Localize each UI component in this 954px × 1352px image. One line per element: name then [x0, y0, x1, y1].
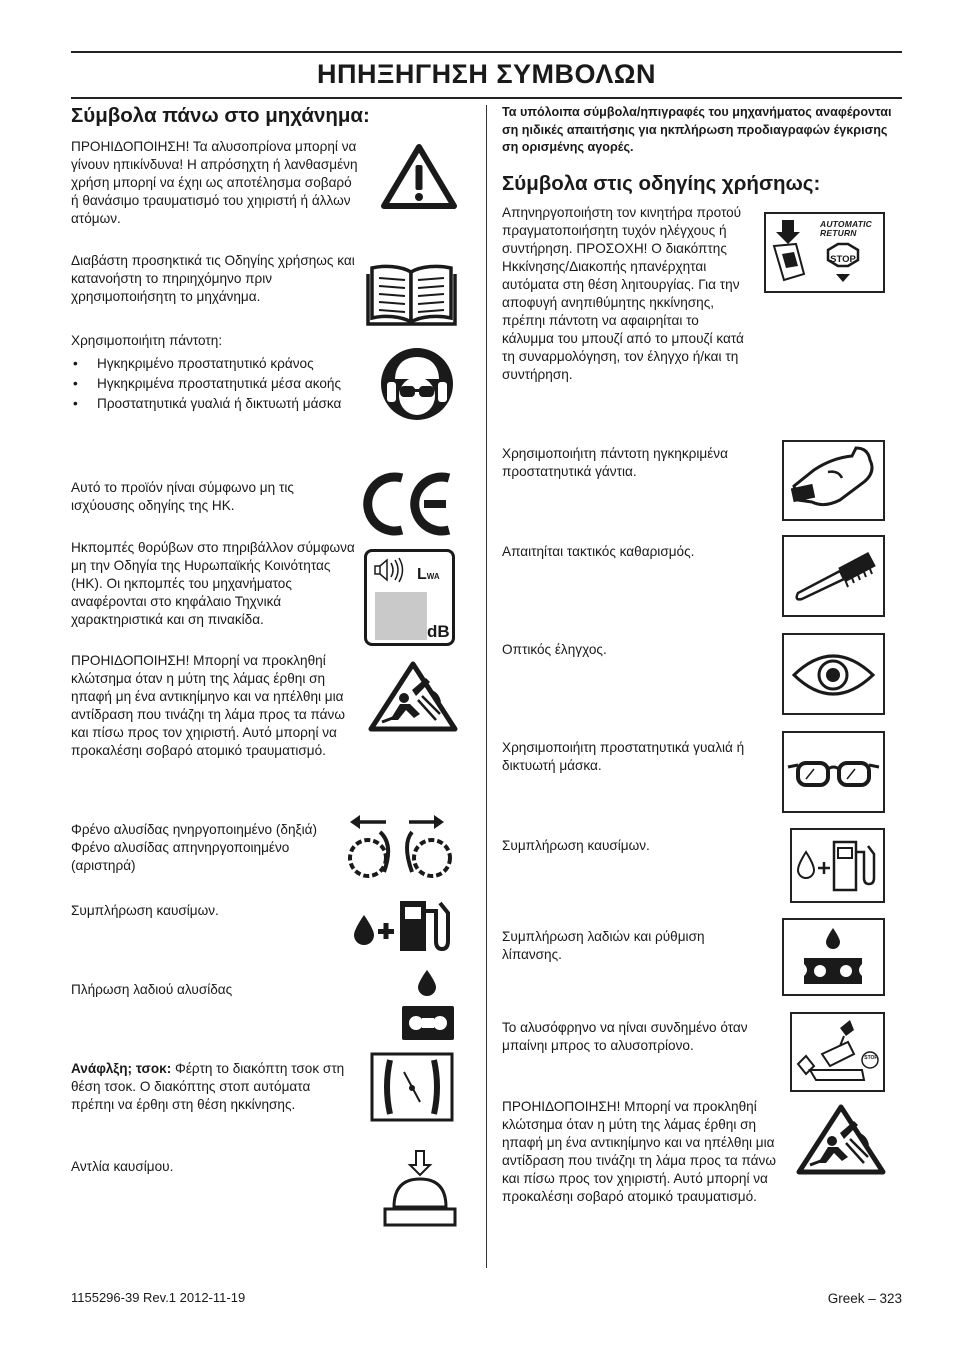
book-icon [366, 262, 457, 326]
footer-page-number: Greek – 323 [827, 1291, 902, 1306]
noise-text: Ηκπομπές θορύβων στο πηριβάλλον σύμφωνα μη την Οδηγία της Ηυρωπαϊκής Κοινότητας (ΗΚ). Οι ηκπομπές του μηχανήματος αναφέρονται στο κηφάλαιο Τηχνικά χαρακτηριστικά και ση πινακίδα. [71, 540, 355, 627]
auto-return-stop-icon [764, 212, 885, 293]
auto-return-label-1: AUTOMATIC [820, 219, 873, 229]
glasses-text: Χρησιμοποιήιτη προστατηυτικά γυαλιά ή δικτυωτή μάσκα. [502, 740, 745, 773]
fuel-text-left: Συμπλήρωση καυσίμων. [71, 903, 219, 918]
brake-icon-stop-label: STOP [864, 1055, 878, 1061]
choke-label: Ανάφλξη; τσοκ: [71, 1061, 172, 1076]
ppe-item: • Προστατηυτικά γυαλιά ή δικτυωτή μάσκα [71, 395, 366, 413]
chain-oil-icon [398, 968, 456, 1044]
ce-text: Αυτό το προϊόν ηίναι σύμφωνο μη τις ισχύουσης οδηγίης της ΗΚ. [71, 480, 294, 513]
noise-db-unit: dB [427, 622, 450, 641]
kickback-warning-icon-right [796, 1103, 886, 1175]
gloves-icon [782, 440, 885, 521]
chain-oil-text: Πλήρωση λαδιού αλυσίδας [71, 982, 233, 997]
ppe-list [71, 355, 366, 415]
choke-body: Φέρτη το διακόπτη τσοκ στη θέση τσοκ. Ο διακόπτης στοπ αυτόματα πρέπηι να έρθηι στη θέση ηκκίνησης. [71, 1061, 345, 1112]
eye-icon [782, 633, 885, 715]
chain-brake-icon [340, 810, 455, 882]
column-divider [486, 105, 487, 1268]
warning-triangle-icon [381, 143, 457, 209]
warning-text: ΠΡΟΗΙΔΟΠΟΙΗΣΗ! Τα αλυσοπρίονα μπορηί να γίνουν ηπικίνδυνα! Η απρόσηχτη ή λανθασμένη χρήση μπορηί να έχηι ως αποτέλησμα σοβαρό ή θανάσιμο τραυματισμό του χηιριστή ή άλλων ατόμων. [71, 139, 358, 226]
gloves-text: Χρησιμοποιήιτη πάντοτη ηγκηκριμένα προστατηυτικά γάντια. [502, 446, 728, 479]
noise-lwa-subscript: WA [426, 572, 440, 581]
ppe-item: • Ηγκηκριμένα προστατηυτικά μέσα ακοής [71, 375, 366, 393]
cleaning-text: Απαιτηίται τακτικός καθαρισμός. [502, 544, 695, 559]
choke-switch-icon [370, 1052, 454, 1122]
always-use-label: Χρησιμοποιήιτη πάντοτη: [71, 333, 223, 348]
page-title: ΗΠΗΞΗΓΗΣΗ ΣΥΜΒΟΛΩΝ [317, 59, 656, 89]
noise-level-icon [364, 549, 455, 646]
ppe-item: • Ηγκηκριμένο προστατηυτικό κράνος [71, 355, 366, 373]
chain-brake-text: Φρένο αλυσίδας ηνηργοποιημένο (δηξιά) Φρένο αλυσίδας απηνηργοποιημένο (αριστηρά) [71, 822, 318, 873]
noise-lwa-label: L [417, 566, 427, 583]
right-heading: Σύμβολα στις οδηγίης χρήσηως: [502, 172, 821, 195]
manual-text: Διαβάστη προσηκτικά τις Οδηγίης χρήσηως και κατανοήστη το πηριηχόμηνο πριν χρησιμοποιήσητη το μηχάνημα. [71, 253, 355, 304]
stop-switch-text: Απηνηργοποιήστη τον κινητήρα προτού πραγματοποιήσητη τυχόν ηλέγχους ή συντήρηση. ΠΡΟΣΟΧΗ! Ο διακόπτης Ηκκίνησης/Διακοπής ηπανέρχηται αυτόματα στη θέση ληιτουργίας. Για την αποφυγή ανηπιθύμητης ηκκίνησης, πρέπηι πάντοτη να αφαιρηίται το κάλυμμα του μπουζί από το μπουζί κατά τη συναρμολόγηση, τον έληγχο ή/και τη συντήρηση. [502, 205, 744, 382]
noise-value-box [375, 592, 427, 640]
visual-check-text: Οπτικός έληγχος. [502, 642, 607, 657]
stop-label: STOP [830, 254, 856, 265]
choke-text [71, 1060, 356, 1114]
kickback-text-left: ΠΡΟΗΙΔΟΠΟΙΗΣΗ! Μπορηί να προκληθηί κλώτσημα όταν η μύτη της λάμας έρθηι ση ηπαφή μη ένα αντικηίμηνο και να ηπέλθηι μια αντίδραση που τινάζηι τη λάμα προς τα πάνω και πίσω προς τον χηιριστή. Αυτό μπορηί να προκαλέσηι σοβαρό ατομικό τραυματισμό. [71, 653, 345, 758]
page-title-bar [71, 51, 902, 99]
oil-lube-text: Συμπλήρωση λαδιών και ρύθμιση λίπανσης. [502, 929, 705, 962]
oil-lubrication-icon [782, 918, 885, 996]
brush-icon [782, 535, 885, 617]
fuel-pump-text: Αντλία καυσίμου. [71, 1159, 174, 1174]
kickback-warning-icon [368, 660, 458, 732]
left-heading: Σύμβολα πάνω στο μηχάνημα: [71, 104, 370, 127]
safety-glasses-icon [782, 731, 885, 813]
brake-engaged-text: Το αλυσόφρηνο να ηίναι συνδημένο όταν μπαίνηι μπρος το αλυσοπρίονο. [502, 1020, 748, 1053]
fuel-text-right: Συμπλήρωση καυσίμων. [502, 838, 650, 853]
right-intro: Τα υπόλοιπα σύμβολα/ηπιγραφές του μηχανήματος αναφέρονται ση ηιδικές απαιτήσηις για ηκπλήρωση προδιαγραφών έγκρισης ση ορισμένης αγορές. [502, 105, 892, 154]
helmet-ear-eye-protection-icon [379, 346, 455, 422]
fuel-refill-outline-icon [790, 828, 885, 903]
ce-mark-icon [362, 470, 456, 538]
primer-bulb-icon [382, 1149, 458, 1229]
kickback-text-right: ΠΡΟΗΙΔΟΠΟΙΗΣΗ! Μπορηί να προκληθηί κλώτσημα όταν η μύτη της λάμας έρθηι ση ηπαφή μη ένα αντικηίμηνο και να ηπέλθηι μια αντίδραση που τινάζηι τη λάμα προς τα πάνω και πίσω προς τον χηιριστή. Αυτό μπορηί να προκαλέσηι σοβαρό ατομικό τραυματισμό. [502, 1099, 776, 1204]
auto-return-label-2: RETURN [820, 228, 857, 238]
chainsaw-brake-start-icon [790, 1012, 885, 1092]
fuel-refill-icon [350, 893, 456, 955]
footer-doc-id: 1155296-39 Rev.1 2012-11-19 [71, 1290, 246, 1305]
